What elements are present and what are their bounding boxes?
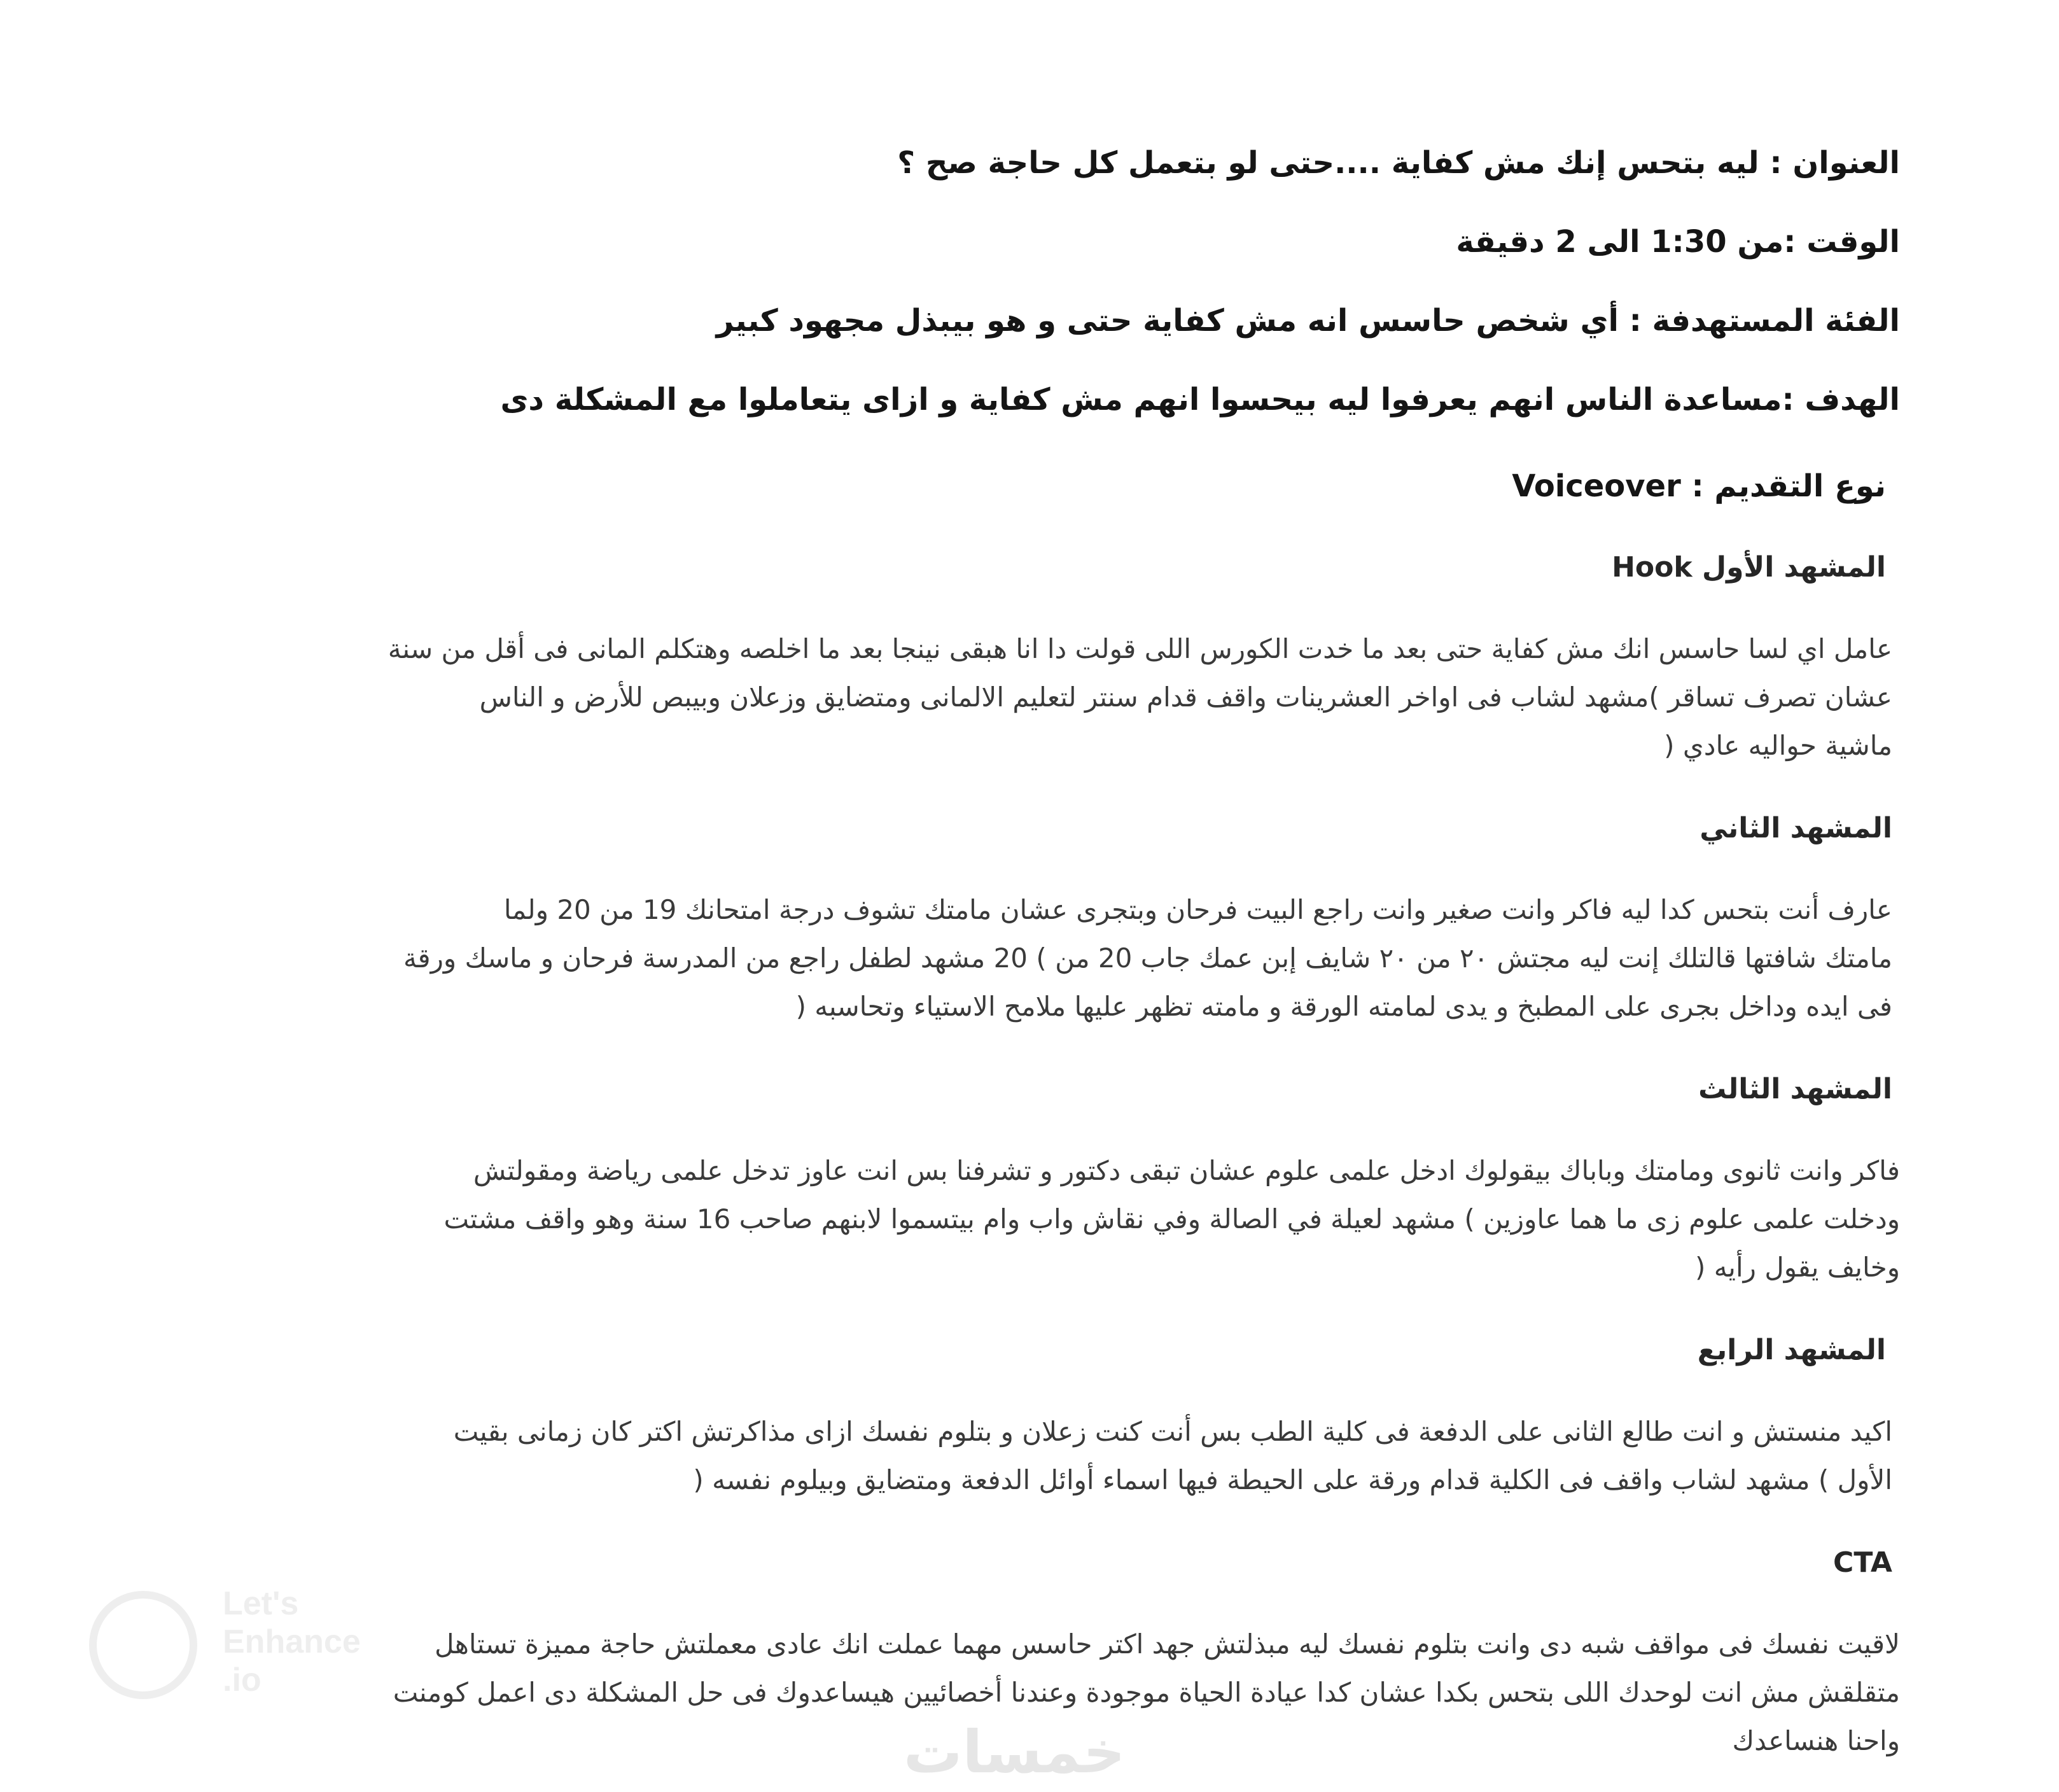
scene-text-line: ماشية حواليه عادي ( <box>1664 730 1892 761</box>
goal-line: الهدف :مساعدة الناس انهم يعرفوا ليه بيحسوا انهم مش كفاية و ازاى يتعاملوا مع المشكلة دى <box>500 382 1900 417</box>
khamsat-watermark: خمسات <box>904 1718 1126 1786</box>
scene-text-line: متقلقش مش انت لوحدك اللى بتحس بكدا عشان كدا عيادة الحياة موجودة وعندنا أخصائيين هيساعدوك فى حل المشكلة دى اعمل كومنت <box>393 1677 1900 1708</box>
scene-text-line: فاكر وانت ثانوى ومامتك وباباك بيقولوك ادخل علمى علوم عشان تبقى دكتور و تشرفنا بس انت عاوز تدخل علمى رياضة ومقولتش <box>473 1155 1900 1186</box>
letsenhance-logo-icon <box>89 1591 197 1699</box>
scene-heading: المشهد الثالث <box>1698 1073 1892 1105</box>
scene-text-line: الأول ) مشهد لشاب واقف فى الكلية قدام ورقة على الحيطة فيها اسماء أوائل الدفعة ومتضايق وبيلوم نفسه ( <box>693 1464 1892 1495</box>
letsenhance-watermark <box>89 1585 394 1712</box>
scene-text-line: اكيد منستش و انت طالع الثانى على الدفعة فى كلية الطب بس أنت كنت زعلان و بتلوم نفسك ازاى مذاكرتش اكتر كان زمانى بقيت <box>453 1416 1892 1447</box>
duration-line: الوقت :من 1:30 الى 2 دقيقة <box>1456 224 1900 260</box>
scene-text-line: عامل اي لسا حاسس انك مش كفاية حتى بعد ما خدت الكورس اللى قولت دا انا هبقى نينجا بعد ما اخلصه وهتكلم المانى فى أقل من سنة <box>387 633 1892 664</box>
scene-text <box>444 1147 1900 1292</box>
scene-text-line: ودخلت علمى علوم زى ما هما عاوزين ) مشهد لعيلة في الصالة وفي نقاش واب وام بيتسموا لابنهم صاحب 16 سنة وهو واقف مشتت <box>443 1203 1900 1235</box>
document-title: العنوان : ليه بتحس إنك مش كفاية ....حتى لو بتعمل كل حاجة صح ؟ <box>897 145 1900 181</box>
cta-heading: CTA <box>1833 1546 1892 1579</box>
scene-text <box>388 625 1892 770</box>
scene-heading: المشهد الرابع <box>1697 1334 1886 1366</box>
target-audience-line: الفئة المستهدفة : أي شخص حاسس انه مش كفاية حتى و هو بيبذل مجهود كبير <box>716 303 1900 339</box>
scene-text-line: مامتك شافتها قالتلك إنت ليه مجتش ٢٠ من ٢٠ شايف إبن عمك جاب 20 من ) 20 مشهد لطفل راجع من المدرسة فرحان و ماسك ورقة <box>403 942 1892 974</box>
scene-text <box>403 886 1892 1031</box>
scene-heading: المشهد الأول Hook <box>1612 551 1886 584</box>
presentation-type-line: نوع التقديم : Voiceover <box>1512 468 1886 504</box>
scene-text-line: واحنا هنساعدك <box>1732 1725 1900 1756</box>
letsenhance-watermark-text: Let's Enhance .io <box>223 1585 361 1698</box>
scene-text-line: لاقيت نفسك فى مواقف شبه دى وانت بتلوم نفسك ليه مبذلتش جهد اكتر حاسس مهما عملت انك عادى معملتش حاجة مميزة تستاهل <box>434 1628 1900 1660</box>
scene-heading: المشهد الثاني <box>1700 812 1892 844</box>
scene-text <box>454 1408 1892 1504</box>
scene-text-line: وخايف يقول رأيه ( <box>1695 1252 1900 1283</box>
scene-text-line: عشان تصرف تساقر )مشهد لشاب فى اواخر العشرينات واقف قدام سنتر لتعليم الالمانى ومتضايق وزعلان وبيبص للأرض و الناس <box>479 682 1892 713</box>
scene-text-line: عارف أنت بتحس كدا ليه فاكر وانت صغير وانت راجع البيت فرحان وبتجرى عشان مامتك تشوف درجة امتحانك 19 من 20 ولما <box>503 894 1892 925</box>
cta-text <box>393 1620 1900 1765</box>
scene-text-line: فى ايده وداخل بجرى على المطبخ و يدى لمامته الورقة و مامته تظهر عليها ملامح الاستياء وتحاسبه ( <box>795 991 1892 1022</box>
